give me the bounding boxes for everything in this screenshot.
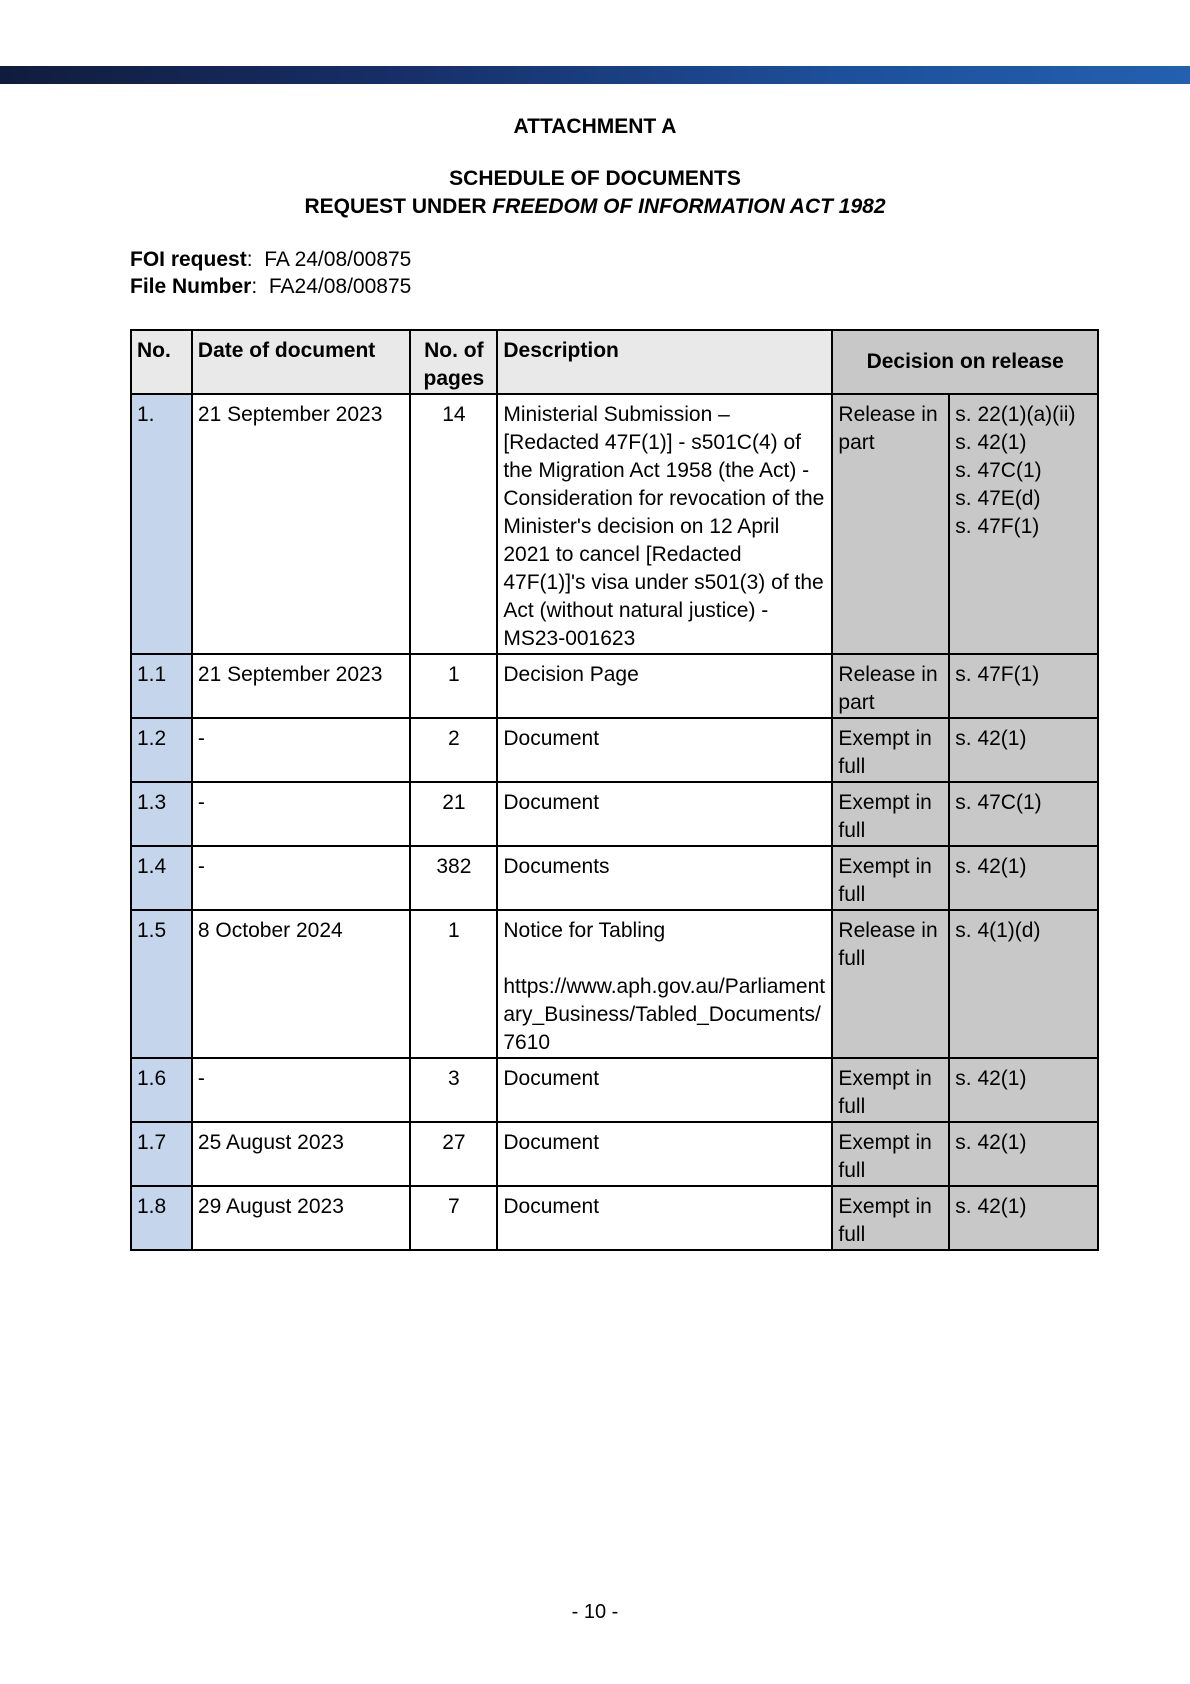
- row-pages: 14: [410, 394, 497, 654]
- file-number-label: File Number: [130, 275, 252, 298]
- row-date: -: [192, 846, 411, 910]
- section-ref: s. 47E(d): [955, 487, 1041, 510]
- row-decision: Release in part: [832, 654, 949, 718]
- table-row: [131, 782, 1098, 846]
- table-row: [131, 654, 1098, 718]
- section-ref: s. 22(1)(a)(ii): [955, 403, 1076, 426]
- section-ref: s. 47F(1): [955, 663, 1040, 686]
- row-date: 29 August 2023: [192, 1186, 411, 1250]
- page-number: - 10 -: [571, 1601, 619, 1623]
- row-description: Document: [497, 782, 832, 846]
- row-decision: Exempt in full: [832, 1122, 949, 1186]
- row-no: 1.5: [131, 910, 192, 1058]
- section-ref: s. 42(1): [955, 727, 1027, 750]
- section-ref: s. 4(1)(d): [955, 919, 1041, 942]
- section-ref: s. 42(1): [955, 1067, 1027, 1090]
- row-description: Decision Page: [497, 654, 832, 718]
- row-no: 1.8: [131, 1186, 192, 1250]
- row-date: 21 September 2023: [192, 654, 411, 718]
- header-description: Description: [497, 330, 832, 394]
- row-no: 1.6: [131, 1058, 192, 1122]
- header-no: No.: [131, 330, 192, 394]
- foi-request-label: FOI request: [130, 248, 247, 271]
- section-ref: s. 42(1): [955, 1195, 1027, 1218]
- header-decision: Decision on release: [832, 330, 1098, 394]
- row-sections: [949, 910, 1098, 1058]
- table-row: [131, 1186, 1098, 1250]
- row-date: -: [192, 718, 411, 782]
- row-description: Document: [497, 1122, 832, 1186]
- table-row: [131, 394, 1098, 654]
- row-date: 8 October 2024: [192, 910, 411, 1058]
- section-ref: s. 42(1): [955, 431, 1027, 454]
- row-decision: Exempt in full: [832, 718, 949, 782]
- request-prefix: REQUEST UNDER: [304, 195, 493, 218]
- section-ref: s. 47F(1): [955, 515, 1040, 538]
- row-no: 1.7: [131, 1122, 192, 1186]
- file-number-value: FA24/08/00875: [268, 275, 412, 298]
- row-pages: 7: [410, 1186, 497, 1250]
- foi-request-value: FA 24/08/00875: [264, 248, 412, 271]
- table-row: [131, 910, 1098, 1058]
- row-pages: 1: [410, 654, 497, 718]
- section-ref: s. 47C(1): [955, 459, 1042, 482]
- row-description: Document: [497, 718, 832, 782]
- header-bar: [0, 66, 1190, 84]
- row-pages: 21: [410, 782, 497, 846]
- row-pages: 1: [410, 910, 497, 1058]
- row-decision: Exempt in full: [832, 1058, 949, 1122]
- section-ref: s. 42(1): [955, 855, 1027, 878]
- table-row: [131, 1058, 1098, 1122]
- foi-request-line: FOI request: FA 24/08/00875: [130, 248, 412, 271]
- act-name: FREEDOM OF INFORMATION ACT 1982: [492, 195, 886, 218]
- attachment-title: ATTACHMENT A: [513, 115, 677, 138]
- row-date: 21 September 2023: [192, 394, 411, 654]
- row-sections: [949, 1058, 1098, 1122]
- row-sections: [949, 654, 1098, 718]
- row-decision: Release in part: [832, 394, 949, 654]
- row-no: 1.1: [131, 654, 192, 718]
- row-sections: [949, 718, 1098, 782]
- row-no: 1.: [131, 394, 192, 654]
- row-description: Documents: [497, 846, 832, 910]
- row-no: 1.2: [131, 718, 192, 782]
- header-date: Date of document: [192, 330, 411, 394]
- row-sections: [949, 782, 1098, 846]
- row-pages: 2: [410, 718, 497, 782]
- file-number-line: File Number: FA24/08/00875: [130, 275, 412, 298]
- row-description: [497, 910, 832, 1058]
- row-decision: Exempt in full: [832, 846, 949, 910]
- row-sections: [949, 846, 1098, 910]
- table-row: [131, 718, 1098, 782]
- row-date: -: [192, 782, 411, 846]
- row-sections: [949, 394, 1098, 654]
- request-title: [0, 195, 1190, 219]
- header-pages: No. of pages: [410, 330, 497, 394]
- tabling-link[interactable]: https://www.aph.gov.au/Parliamentary_Business/Tabled_Documents/7610: [503, 975, 826, 1054]
- row-decision: Exempt in full: [832, 1186, 949, 1250]
- row-no: 1.4: [131, 846, 192, 910]
- section-ref: s. 42(1): [955, 1131, 1027, 1154]
- row-sections: [949, 1186, 1098, 1250]
- table-header-row: [131, 330, 1098, 394]
- row-pages: 3: [410, 1058, 497, 1122]
- row-date: -: [192, 1058, 411, 1122]
- table-row: [131, 846, 1098, 910]
- schedule-table: [130, 329, 1099, 1251]
- row-no: 1.3: [131, 782, 192, 846]
- table-row: [131, 1122, 1098, 1186]
- description-text: Notice for Tabling: [503, 919, 666, 942]
- row-sections: [949, 1122, 1098, 1186]
- row-date: 25 August 2023: [192, 1122, 411, 1186]
- schedule-title: SCHEDULE OF DOCUMENTS: [449, 167, 741, 190]
- row-description: Document: [497, 1058, 832, 1122]
- row-pages: 27: [410, 1122, 497, 1186]
- row-pages: 382: [410, 846, 497, 910]
- section-ref: s. 47C(1): [955, 791, 1042, 814]
- row-description: Ministerial Submission – [Redacted 47F(1)] - s501C(4) of the Migration Act 1958 (the Act) - Consideration for revocation of the Minister's decision on 12 April 2021 to cancel [Redacted 47F(1)]'s visa under s501(3) of the Act (without natural justice) - MS23-001623: [497, 394, 832, 654]
- row-decision: Exempt in full: [832, 782, 949, 846]
- row-description: Document: [497, 1186, 832, 1250]
- row-decision: Release in full: [832, 910, 949, 1058]
